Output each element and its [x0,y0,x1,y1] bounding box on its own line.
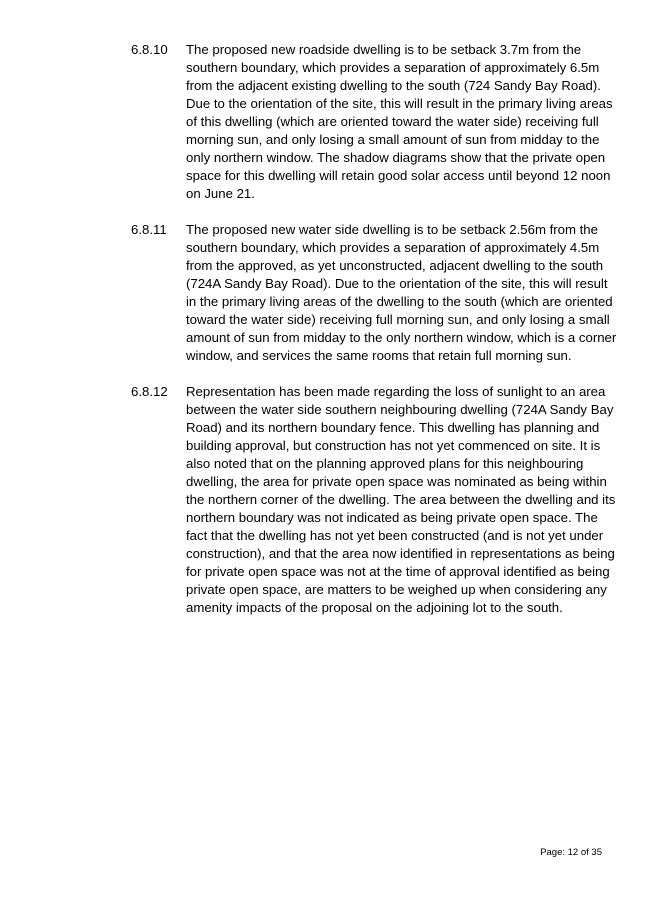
page-number: Page: 12 of 35 [540,847,602,858]
text-line: dwelling, the area for private open space was nominated as being within [186,474,607,489]
text-line: space for this dwelling will retain good solar access until beyond 12 noon [186,168,611,183]
text-line: window, and services the same rooms that retain full morning sun. [186,348,572,363]
text-line: southern boundary, which provides a separation of approximately 4.5m [186,240,600,255]
text-line: amount of sun from midday to the only northern window, which is a corner [186,330,617,345]
text-line: in the primary living areas of the dwelling to the south (which are oriented [186,294,613,309]
text-line: Due to the orientation of the site, this will result in the primary living areas [186,96,613,111]
text-line: building approval, but construction has not yet commenced on site. It is [186,438,601,453]
text-line: northern boundary was not indicated as being private open space. The [186,510,598,525]
text-line: southern boundary, which provides a separation of approximately 6.5m [186,60,600,75]
text-line: the northern corner of the dwelling. The area between the dwelling and its [186,492,616,507]
text-line: only northern window. The shadow diagrams show that the private open [186,150,606,165]
text-line: construction), and that the area now identified in representations as being [186,546,615,561]
clause-number: 6.8.10 [131,42,168,57]
clause-number: 6.8.11 [131,222,167,237]
clause-number: 6.8.12 [131,384,168,399]
text-line: fact that the dwelling has not yet been constructed (and is not yet under [186,528,604,543]
clause-text [186,221,617,365]
text-line: The proposed new water side dwelling is to be setback 2.56m from the [186,222,598,237]
text-line: (724A Sandy Bay Road). Due to the orientation of the site, this will result [186,276,608,291]
text-line: The proposed new roadside dwelling is to be setback 3.7m from the [186,42,582,57]
text-line: private open space, are matters to be weighed up when considering any [186,582,607,597]
text-line: from the adjacent existing dwelling to the south (724 Sandy Bay Road). [186,78,601,93]
clause-text [186,383,616,617]
clause-text [186,41,613,203]
text-line: Representation has been made regarding the loss of sunlight to an area [186,384,606,399]
text-line: between the water side southern neighbouring dwelling (724A Sandy Bay [186,402,614,417]
text-line: amenity impacts of the proposal on the adjoining lot to the south. [186,600,563,615]
text-line: toward the water side) receiving full morning sun, and only losing a small [186,312,610,327]
text-line: from the approved, as yet unconstructed, adjacent dwelling to the south [186,258,604,273]
text-line: morning sun, and only losing a small amount of sun from midday to the [186,132,600,147]
text-line: Road) and its northern boundary fence. This dwelling has planning and [186,420,600,435]
text-line: also noted that on the planning approved plans for this neighbouring [186,456,584,471]
text-line: for private open space was not at the time of approval identified as being [186,564,610,579]
text-line: of this dwelling (which are oriented toward the water side) receiving full [186,114,599,129]
text-line: on June 21. [186,186,255,201]
